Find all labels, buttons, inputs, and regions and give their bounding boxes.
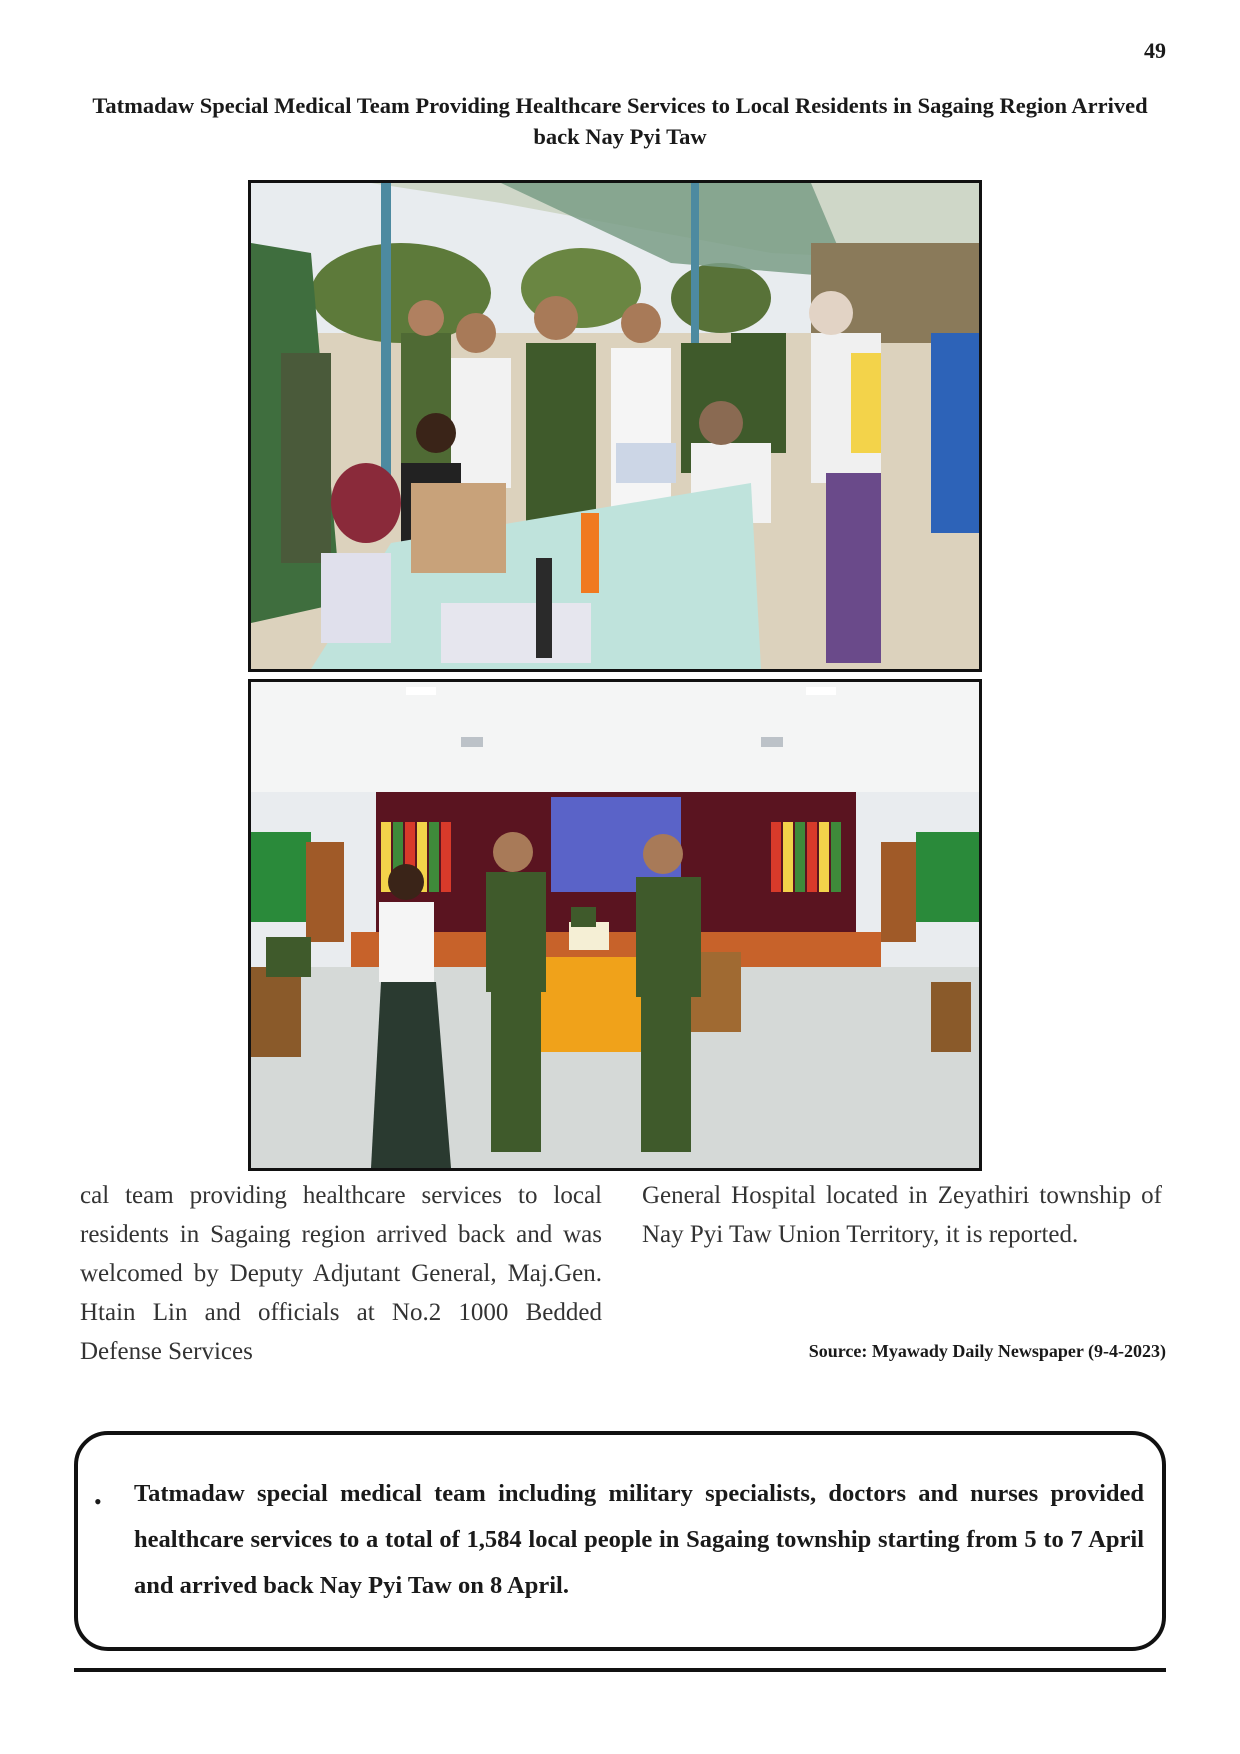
photo-handover-ceremony bbox=[248, 679, 982, 1171]
photo-handover-ceremony-image bbox=[251, 682, 979, 1168]
bullet-icon: • bbox=[94, 1489, 102, 1514]
highlight-summary-text: Tatmadaw special medical team including military specialists, doctors and nurses provided healthcare services to a total of 1,584 local people in Sagaing township starting from 5 to 7 April and arrived back Nay Pyi Taw on 8 April. bbox=[134, 1480, 1144, 1599]
body-text-left-column: cal team providing healthcare services to local residents in Sagaing region arrived back and was welcomed by Deputy Adjutant General, Maj.Gen. Htain Lin and officials at No.2 1000 Bedded Defense Services bbox=[80, 1182, 602, 1365]
article-title: Tatmadaw Special Medical Team Providing Healthcare Services to Local Residents in Sagaing Region Arrived back Nay Pyi Taw bbox=[92, 93, 1148, 149]
photo-outdoor-medical-tent bbox=[248, 180, 982, 672]
page-number: 49 bbox=[1144, 38, 1166, 63]
highlight-summary-box bbox=[74, 1431, 1166, 1651]
photo-outdoor-medical-tent-image bbox=[251, 183, 979, 669]
body-text-right-column: General Hospital located in Zeyathiri township of Nay Pyi Taw Union Territory, it is reported. bbox=[642, 1182, 1162, 1248]
bottom-divider bbox=[74, 1668, 1166, 1672]
source-citation: Source: Myawady Daily Newspaper (9-4-2023) bbox=[808, 1341, 1166, 1361]
